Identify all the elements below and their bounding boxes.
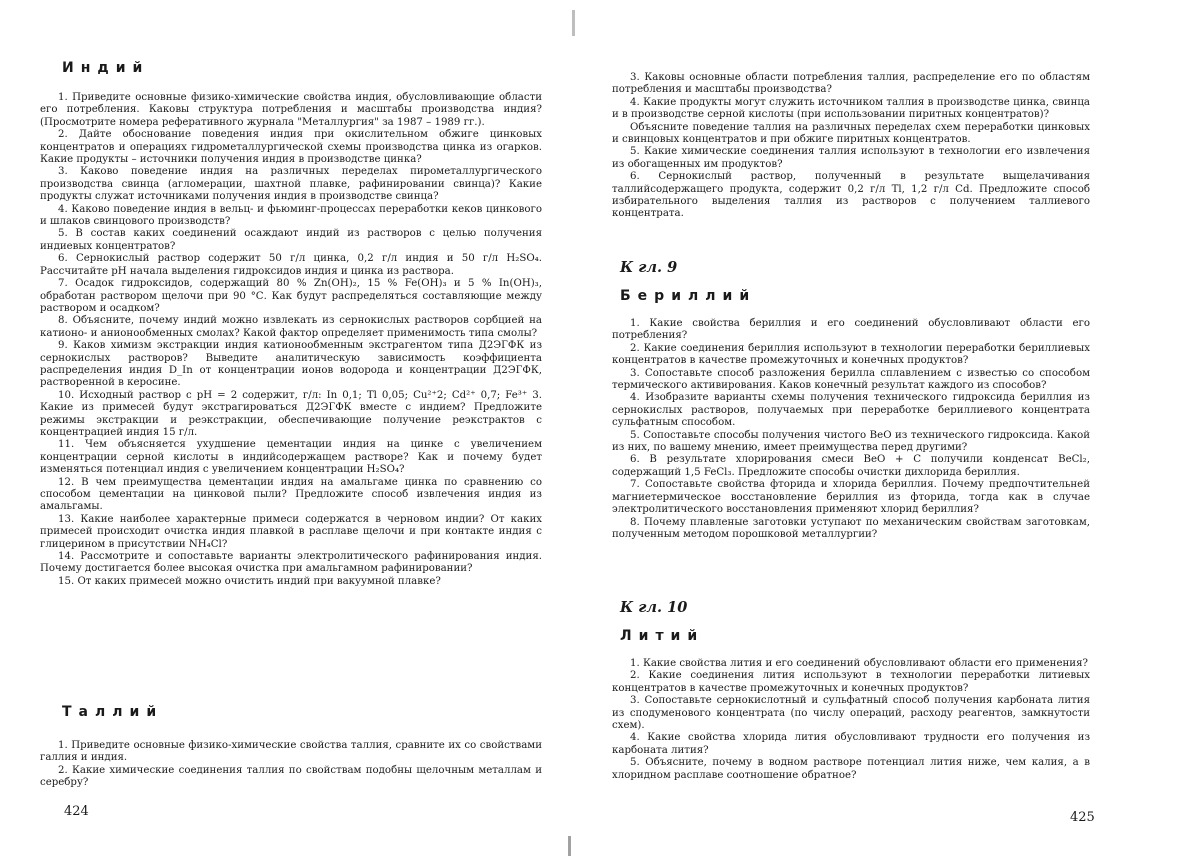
question-item: 8. Почему плавленые заготовки уступают по механическим свойствам заготовкам, полученным методом порошковой металлургии? (612, 516, 1090, 540)
question-item: 10. Исходный раствор с pH = 2 содержит, г/л: In 0,1; Tl 0,05; Cu²⁺2; Cd²⁺ 0,7; Fe³⁺ 3. Какие из примесей будут экстрагироваться Д2ЭГФК вместе с индием? Предложите режимы экстракции и реэкстракции, обеспечивающие получение реэкстрактов с концентрацией индия 15 г/л. (40, 389, 542, 438)
question-list-thallium (40, 740, 542, 790)
question-item: 3. Сопоставьте сернокислотный и сульфатный способ получения карбоната лития из сподуменового концентрата (по числу операций, расходу реагентов, замкнутости схем). (612, 695, 1090, 732)
question-item: 7. Осадок гидроксидов, содержащий 80 % Zn(OH)₂, 15 % Fe(OH)₃ и 5 % In(OH)₃, обработан раствором щелочи при 90 °С. Как будут распределяться составляющие между раствором и осадком? (40, 278, 542, 314)
question-item: 5. Какие химические соединения таллия используют в технологии его извлечения из обогащенных им продуктов? (612, 146, 1090, 170)
question-item: 6. Сернокислый раствор, полученный в результате выщелачивания таллийсодержащего продукта, содержит 0,2 г/л Tl, 1,2 г/л Cd. Предложите способ избирательного выделения таллия из растворов с получением таллиевого концентрата. (612, 171, 1090, 220)
question-item: 1. Приведите основные физико-химические свойства таллия, сравните их со свойствами галлия и индия. (40, 740, 542, 764)
question-item: 3. Каково поведение индия на различных переделах пирометаллургического производства свинца (агломерации, шахтной плавке, рафинировании свинца)? Какие продукты служат источниками получения индия в производстве свинца? (40, 166, 542, 203)
question-item: 2. Дайте обоснование поведения индия при окислительном обжиге цинковых концентратов и операциях гидрометаллургической схемы производства цинка из огарков. Какие продукты – источники получения индия в производстве цинка? (40, 129, 542, 166)
question-item: 4. Изобразите варианты схемы получения технического гидроксида бериллия из сернокислых растворов, получаемых при переработке бериллиевого концентрата сульфатным способом. (612, 392, 1090, 429)
question-item: 11. Чем объясняется ухудшение цементации индия на цинке с увеличением концентрации серной кислоты в индийсодержащем растворе? Как и почему будет изменяться потенциал индия с увеличением концентрации H₂SO₄? (40, 439, 542, 476)
question-item: 7. Сопоставьте свойства фторида и хлорида бериллия. Почему предпочтительней магниетермическое восстановление бериллия из фторида, тогда как в случае электролитического восстановления применяют хлорид бериллия? (612, 479, 1090, 516)
question-list-lithium (612, 658, 1090, 782)
question-list-beryllium (612, 318, 1090, 541)
section-heading-beryllium: Бериллий (620, 288, 757, 304)
chapter-heading-10: К гл. 10 (620, 599, 688, 616)
question-list-indium (40, 92, 542, 588)
section-heading-indium: Индий (62, 60, 150, 76)
question-item: 2. Какие соединения лития используют в технологии переработки литиевых концентратов в качестве промежуточных и конечных продуктов? (612, 670, 1090, 694)
question-item: 5. Объясните, почему в водном растворе потенциал лития ниже, чем калия, а в хлоридном расплаве соотношение обратное? (612, 757, 1090, 781)
chapter-heading-9: К гл. 9 (620, 259, 678, 276)
left-page (40, 0, 560, 863)
question-item: 1. Какие свойства бериллия и его соединений обусловливают области его потребления? (612, 318, 1090, 342)
question-item: Объясните поведение таллия на различных переделах схем переработки цинковых и свинцовых концентратов и при обжиге пиритных концентратов. (612, 121, 1090, 146)
question-item: 2. Какие соединения бериллия используют в технологии переработки бериллиевых концентратов в качестве промежуточных и конечных продуктов? (612, 342, 1090, 367)
question-item: 6. Сернокислый раствор содержит 50 г/л цинка, 0,2 г/л индия и 50 г/л H₂SO₄. Рассчитайте pH начала выделения гидроксидов индия и цинка из раствора. (40, 253, 542, 277)
question-item: 5. Сопоставьте способы получения чистого BeO из технического гидроксида. Какой из них, по вашему мнению, имеет преимущества перед другими? (612, 429, 1090, 454)
question-item: 4. Каково поведение индия в вельц- и фьюминг-процессах переработки кеков цинкового и шлаков свинцового производств? (40, 203, 542, 228)
scan-artifact-bottom (568, 836, 571, 856)
question-item: 9. Каков химизм экстракции индия катионообменным экстрагентом типа Д2ЭГФК из сернокислых растворов? Выведите аналитическую зависимость коэффициента распределения индия D_In от концентрации ионов водорода и концентрации Д2ЭГФК, растворенной в керосине. (40, 340, 542, 389)
question-list-thallium-continued (612, 72, 1090, 221)
question-item: 14. Рассмотрите и сопоставьте варианты электролитического рафинирования индия. Почему достигается более высокая очистка при амальгамном рафинировании? (40, 551, 542, 575)
question-item: 1. Какие свойства лития и его соединений обусловливают области его применения? (630, 658, 1088, 669)
page-number: 425 (1070, 810, 1095, 825)
section-heading-thallium: Таллий (62, 704, 164, 720)
question-item: 13. Какие наиболее характерные примеси содержатся в черновом индии? От каких примесей происходит очистка индия плавкой в расплаве щелочи и при контакте индия с глицерином в присутствии NH₄Cl? (40, 513, 542, 550)
question-item: 8. Объясните, почему индий можно извлекать из сернокислых растворов сорбцией на катионо- и анионообменных смолах? Какой фактор определяет применимость типа смолы? (40, 315, 542, 339)
question-item: 3. Каковы основные области потребления таллия, распределение его по областям потребления и масштабы производства? (612, 72, 1090, 96)
question-item: 5. В состав каких соединений осаждают индий из растворов с целью получения индиевых концентратов? (40, 228, 542, 252)
question-item: 6. В результате хлорирования смеси BeO + C получили конденсат BeCl₂, содержащий 1,5 FeCl₃. Предложите способы очистки дихлорида бериллия. (612, 454, 1090, 478)
question-item: 3. Сопоставьте способ разложения берилла сплавлением с известью со способом термического активирования. Каков конечный результат каждого из способов? (612, 367, 1090, 392)
question-item: 1. Приведите основные физико-химические свойства индия, обусловливающие области его потребления. Каковы структура потребления и масштабы производства индия? (Просмотрите номера реферативного журнала "Металлургия" за 1987 – 1989 гг.). (40, 92, 542, 128)
question-item: 2. Какие химические соединения таллия по свойствам подобны щелочным металлам и серебру? (40, 764, 542, 789)
question-item: 12. В чем преимущества цементации индия на амальгаме цинка по сравнению со способом цементации на цинковой пыли? Предложите способ извлечения индия из амальгамы. (40, 476, 542, 513)
right-page (612, 0, 1102, 863)
question-item: 4. Какие свойства хлорида лития обусловливают трудности его получения из карбоната лития? (612, 732, 1090, 756)
question-item: 15. От каких примесей можно очистить индий при вакуумной плавке? (58, 575, 441, 587)
page-number: 424 (64, 804, 89, 819)
question-item: 4. Какие продукты могут служить источником таллия в производстве цинка, свинца и в производстве серной кислоты (при использовании пиритных концентратов)? (612, 96, 1090, 121)
section-heading-lithium: Литий (620, 628, 705, 644)
scan-artifact-top (572, 10, 575, 36)
